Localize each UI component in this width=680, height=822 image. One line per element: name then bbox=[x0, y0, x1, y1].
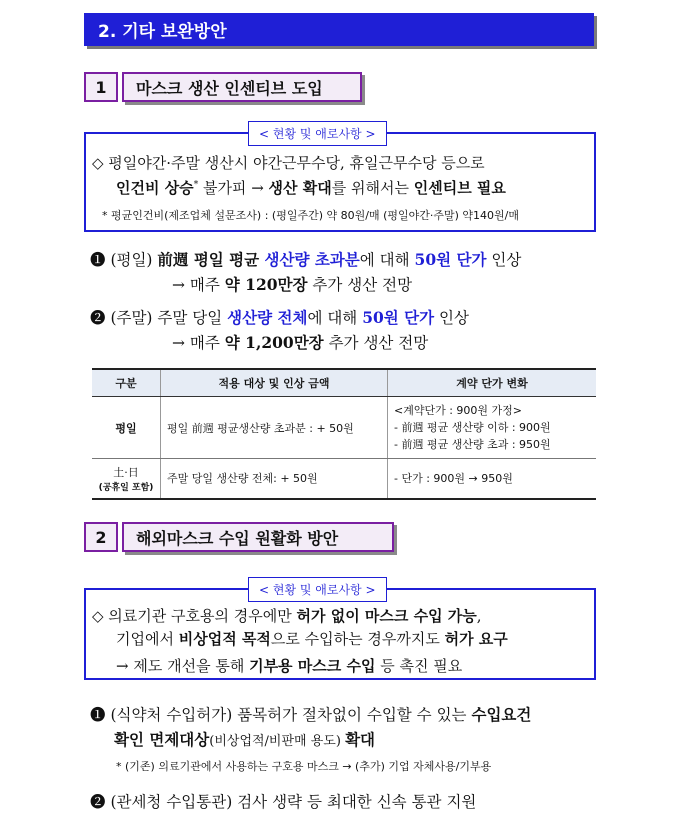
table-cell bbox=[388, 397, 597, 459]
status-text: 등 촉진 필요 bbox=[375, 657, 463, 675]
status-text: 를 위해서는 bbox=[331, 179, 414, 197]
item-text-bold: 前週 평일 평균 bbox=[157, 250, 265, 269]
footnote-marker: * bbox=[193, 180, 199, 190]
item-highlight: 생산량 초과분 bbox=[264, 250, 360, 269]
section-1-title-text: 마스크 생산 인센티브 도입 bbox=[136, 78, 323, 98]
bullet-icon: ❷ bbox=[90, 309, 106, 327]
status-text: ◇ 평일야간·주말 생산시 야간근무수당, 휴일근무수당 등으로 bbox=[92, 154, 485, 172]
section-1-number-text: 1 bbox=[95, 77, 107, 97]
table-cell-line: - 前週 평균 생산량 초과 : 950원 bbox=[394, 438, 551, 451]
bullet-icon: ❶ bbox=[90, 706, 106, 724]
banner-title: 2. 기타 보완방안 bbox=[98, 22, 227, 42]
item-text: 추가 생산 전망 bbox=[323, 334, 429, 352]
section-1-item-1 bbox=[90, 248, 521, 270]
section-2-item-2 bbox=[90, 790, 476, 812]
item-text: (관세청 수입통관) 검사 생략 등 최대한 신속 통관 지원 bbox=[105, 793, 477, 811]
table-cell bbox=[92, 459, 161, 499]
table-cell: 평일 bbox=[92, 397, 161, 459]
item-highlight: 50원 단가 bbox=[362, 308, 435, 327]
section-2-item-1-line-2 bbox=[114, 728, 375, 750]
section-1-status-line-2 bbox=[116, 177, 506, 198]
section-2-title-text: 해외마스크 수입 원활화 방안 bbox=[136, 528, 339, 548]
section-2-title bbox=[122, 522, 394, 552]
item-text: 추가 생산 전망 bbox=[307, 276, 413, 294]
bullet-icon: ❶ bbox=[90, 251, 106, 269]
item-text-bold: 수입요건 bbox=[471, 705, 532, 724]
section-2-status-line-2 bbox=[116, 628, 508, 649]
item-text-bold: 확인 면제대상 bbox=[114, 730, 210, 749]
item-highlight: 50원 단가 bbox=[414, 250, 487, 269]
table-header: 적용 대상 및 인상 금액 bbox=[161, 369, 388, 397]
table-cell-line: <계약단가 : 900원 가정> bbox=[394, 404, 523, 417]
table-cell-line: (공휴일 포함) bbox=[98, 482, 154, 493]
section-1-status-line-1 bbox=[92, 152, 485, 173]
item-text: → 매주 bbox=[172, 276, 225, 294]
item-text: (식약처 수입허가) 품목허가 절차없이 수입할 수 있는 bbox=[105, 706, 472, 724]
table-header: 계약 단가 변화 bbox=[388, 369, 597, 397]
section-1-title bbox=[122, 72, 362, 102]
section-1-item-1-line-2 bbox=[172, 273, 412, 295]
section-2-status-line-1 bbox=[92, 605, 482, 626]
item-text: (비상업적/비판매 용도) bbox=[209, 734, 346, 749]
section-1-number bbox=[84, 72, 118, 102]
status-text-bold: 생산 확대 bbox=[268, 179, 332, 197]
section-2-item-1 bbox=[90, 703, 531, 725]
item-text: 에 대해 bbox=[359, 251, 415, 269]
section-1-item-2 bbox=[90, 306, 469, 328]
section-banner bbox=[84, 13, 594, 46]
bullet-icon: ❷ bbox=[90, 793, 106, 811]
section-1-footnote: * 평균인건비(제조업체 설문조사) : (평일주간) 약 80원/매 (평일야간·주말) 약140원/매 bbox=[102, 209, 519, 222]
status-text-bold: 인센티브 필요 bbox=[413, 179, 506, 197]
section-1-status-label: < 현황 및 애로사항 > bbox=[248, 121, 387, 146]
status-text-bold: 허가 없이 마스크 수입 가능 bbox=[296, 607, 477, 625]
status-text: ◇ 의료기관 구호용의 경우에만 bbox=[92, 607, 297, 625]
table-cell-line: 土·日 bbox=[113, 465, 139, 479]
section-2-number-text: 2 bbox=[95, 527, 107, 547]
status-text: 기업에서 bbox=[116, 630, 179, 648]
item-text: (주말) 주말 당일 bbox=[105, 309, 228, 327]
table-row bbox=[92, 397, 596, 459]
status-text-bold: 기부용 마스크 수입 bbox=[249, 657, 376, 675]
table-cell: 평일 前週 평균생산량 초과분 : + 50원 bbox=[161, 397, 388, 459]
item-highlight: 생산량 전체 bbox=[227, 308, 308, 327]
section-2-status-label: < 현황 및 애로사항 > bbox=[248, 577, 387, 602]
status-text: , bbox=[476, 607, 482, 625]
table-header-row bbox=[92, 369, 596, 397]
section-2-status-line-3 bbox=[116, 655, 462, 676]
table-header: 구분 bbox=[92, 369, 161, 397]
table-cell: - 단가 : 900원 → 950원 bbox=[388, 459, 597, 499]
item-text: 인상 bbox=[434, 309, 469, 327]
incentive-table bbox=[92, 368, 596, 500]
item-text: 인상 bbox=[486, 251, 522, 269]
section-2-number bbox=[84, 522, 118, 552]
item-text: (평일) bbox=[105, 251, 158, 269]
status-text-bold: 인건비 상승 bbox=[116, 179, 194, 197]
item-text: 에 대해 bbox=[307, 309, 363, 327]
table-cell-line: - 前週 평균 생산량 이하 : 900원 bbox=[394, 421, 551, 434]
table-row bbox=[92, 459, 596, 499]
section-1-item-2-line-2 bbox=[172, 331, 428, 353]
status-text: 불가피 → bbox=[198, 179, 269, 197]
table-cell: 주말 당일 생산량 전체: + 50원 bbox=[161, 459, 388, 499]
item-text: → 매주 bbox=[172, 334, 225, 352]
status-text: 으로 수입하는 경우까지도 bbox=[270, 630, 445, 648]
status-text-bold: 허가 요구 bbox=[444, 630, 508, 648]
status-text-bold: 비상업적 목적 bbox=[178, 630, 271, 648]
item-text-bold: 확대 bbox=[345, 730, 376, 749]
item-text-bold: 약 120만장 bbox=[224, 275, 308, 294]
section-2-note: * (기존) 의료기관에서 사용하는 구호용 마스크 → (추가) 기업 자체사용/기부용 bbox=[116, 760, 492, 773]
item-text-bold: 약 1,200만장 bbox=[224, 333, 324, 352]
status-text: → 제도 개선을 통해 bbox=[116, 657, 250, 675]
